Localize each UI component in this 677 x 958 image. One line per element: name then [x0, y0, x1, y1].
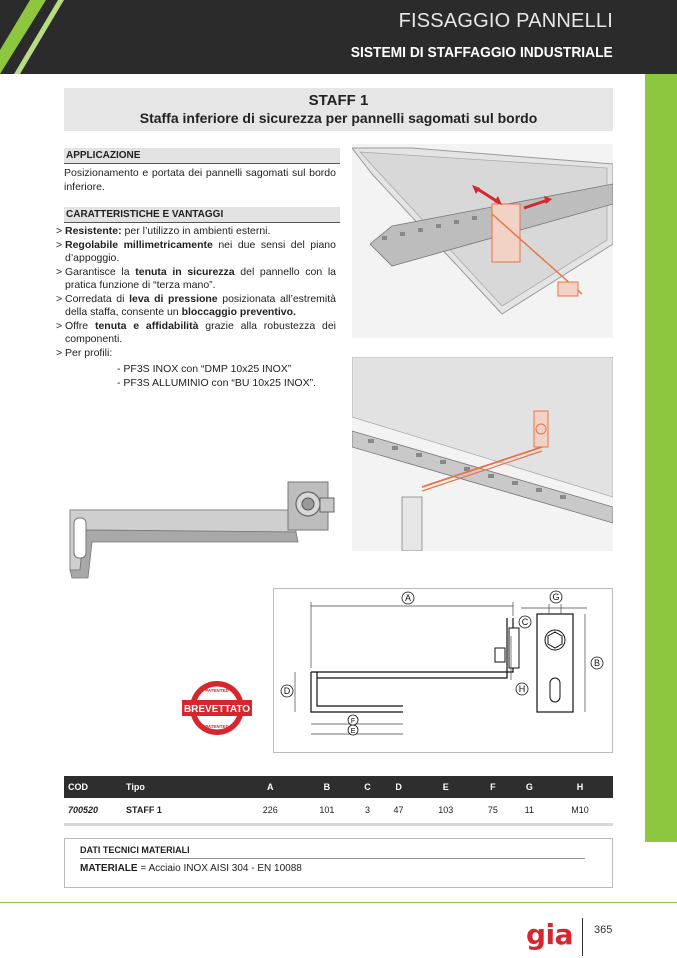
- dim-label-d: D: [283, 686, 291, 696]
- product-name: STAFF 1: [308, 92, 369, 109]
- footer-divider: [582, 918, 583, 956]
- table-row: [64, 798, 613, 824]
- cell-b: 101: [299, 798, 356, 824]
- dim-label-b: B: [593, 658, 601, 668]
- col-a: A: [242, 776, 299, 798]
- feature-item: > Corredata di leva di pressione posizionata all’estremità della staffa, consente un bloccaggio preventivo.: [56, 292, 336, 318]
- product-banner: [64, 88, 613, 131]
- col-h: H: [547, 776, 613, 798]
- profiles-list: [117, 363, 316, 390]
- page-number: 365: [594, 924, 613, 936]
- cell-tipo: STAFF 1: [122, 798, 242, 824]
- feature-item: > Regolabile millimetricamente nei due sensi del piano d’appoggio.: [56, 238, 336, 264]
- col-cod: COD: [64, 776, 122, 798]
- feature-item: > Garantisce la tenuta in sicurezza del pannello con la pratica funzione di “terza mano”.: [56, 265, 336, 291]
- cell-d: 47: [380, 798, 418, 824]
- profile-item: - PF3S INOX con “DMP 10x25 INOX”: [117, 363, 292, 375]
- tech-data-material: MATERIALE = Acciaio INOX AISI 304 - EN 10088: [80, 863, 302, 874]
- dim-label-c: C: [521, 617, 529, 627]
- application-text: Posizionamento e portata dei pannelli sagomati sul bordo inferiore.: [64, 167, 336, 193]
- cell-f: 75: [474, 798, 512, 824]
- col-b: B: [299, 776, 356, 798]
- badge-label: BREVETTATO: [183, 704, 251, 715]
- header-stripes-decoration: [0, 0, 70, 74]
- installation-illustration-side: [352, 357, 613, 551]
- badge-ring-text-top: PATENTED: [205, 688, 229, 693]
- dim-label-h: H: [518, 684, 526, 694]
- dim-label-f: F: [350, 718, 356, 725]
- cell-g: 11: [512, 798, 547, 824]
- col-g: G: [512, 776, 547, 798]
- footer-line: [0, 902, 677, 903]
- tech-data-box: [64, 838, 613, 888]
- dim-label-a: A: [404, 593, 412, 603]
- product-photo: [64, 470, 344, 588]
- feature-item: > Resistente: per l’utilizzo in ambienti esterni.: [56, 225, 271, 237]
- features-heading: CARATTERISTICHE E VANTAGGI: [64, 207, 340, 223]
- technical-drawing: [273, 588, 613, 753]
- badge-ring-text-bottom: PATENTED: [205, 724, 229, 729]
- product-table: [64, 776, 613, 826]
- col-d: D: [380, 776, 418, 798]
- profile-item: - PF3S ALLUMINIO con “BU 10x25 INOX”.: [117, 376, 316, 389]
- tech-data-heading: DATI TECNICI MATERIALI: [80, 845, 585, 859]
- cell-c: 3: [355, 798, 379, 824]
- category-title: FISSAGGIO PANNELLI: [398, 10, 613, 32]
- feature-item: > Per profili:: [56, 346, 113, 359]
- cell-h: M10: [547, 798, 613, 824]
- features-list: [56, 225, 336, 360]
- dim-label-g: G: [552, 592, 560, 602]
- subcategory-title: SISTEMI DI STAFFAGGIO INDUSTRIALE: [351, 44, 613, 61]
- patented-badge: [180, 678, 254, 738]
- installation-illustration-top: [352, 144, 613, 338]
- table-header-row: [64, 776, 613, 798]
- col-e: E: [417, 776, 474, 798]
- gia-logo: gia: [526, 918, 574, 951]
- application-heading: APPLICAZIONE: [64, 148, 340, 164]
- col-tipo: Tipo: [122, 776, 242, 798]
- side-accent-bar: [645, 74, 677, 842]
- col-f: F: [474, 776, 512, 798]
- cell-cod: 700520: [64, 798, 122, 824]
- feature-item: > Offre tenuta e affidabilità grazie alla robustezza dei componenti.: [56, 319, 336, 345]
- cell-e: 103: [417, 798, 474, 824]
- page-header: [0, 0, 677, 74]
- dim-label-e: E: [350, 728, 356, 735]
- product-subtitle: Staffa inferiore di sicurezza per pannelli sagomati sul bordo: [139, 110, 538, 126]
- col-c: C: [355, 776, 379, 798]
- cell-a: 226: [242, 798, 299, 824]
